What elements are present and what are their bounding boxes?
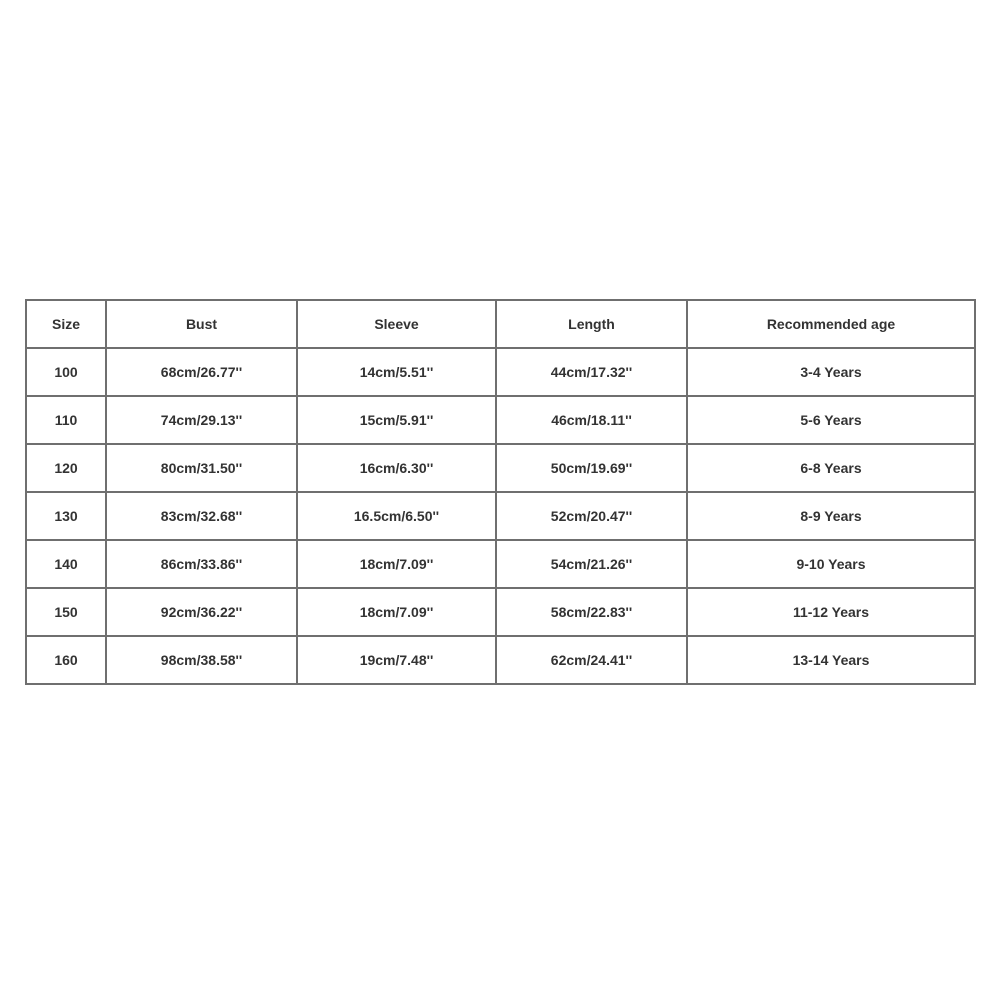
cell-length: 62cm/24.41'' — [496, 636, 687, 684]
cell-sleeve: 14cm/5.51'' — [297, 348, 496, 396]
header-bust: Bust — [106, 300, 297, 348]
table-row — [26, 540, 975, 588]
cell-size: 140 — [26, 540, 106, 588]
cell-size: 100 — [26, 348, 106, 396]
cell-bust: 86cm/33.86'' — [106, 540, 297, 588]
cell-length: 54cm/21.26'' — [496, 540, 687, 588]
cell-size: 120 — [26, 444, 106, 492]
cell-bust: 74cm/29.13'' — [106, 396, 297, 444]
header-recommended-age: Recommended age — [687, 300, 975, 348]
cell-sleeve: 16.5cm/6.50'' — [297, 492, 496, 540]
table-header-row — [26, 300, 975, 348]
cell-bust: 80cm/31.50'' — [106, 444, 297, 492]
cell-sleeve: 18cm/7.09'' — [297, 588, 496, 636]
cell-length: 52cm/20.47'' — [496, 492, 687, 540]
cell-sleeve: 16cm/6.30'' — [297, 444, 496, 492]
cell-recommended-age: 8-9 Years — [687, 492, 975, 540]
header-sleeve: Sleeve — [297, 300, 496, 348]
cell-bust: 68cm/26.77'' — [106, 348, 297, 396]
table-row — [26, 636, 975, 684]
cell-sleeve: 15cm/5.91'' — [297, 396, 496, 444]
cell-recommended-age: 6-8 Years — [687, 444, 975, 492]
header-size: Size — [26, 300, 106, 348]
cell-size: 150 — [26, 588, 106, 636]
cell-size: 130 — [26, 492, 106, 540]
table-row — [26, 396, 975, 444]
cell-bust: 92cm/36.22'' — [106, 588, 297, 636]
table-row — [26, 444, 975, 492]
cell-recommended-age: 3-4 Years — [687, 348, 975, 396]
cell-bust: 83cm/32.68'' — [106, 492, 297, 540]
cell-length: 58cm/22.83'' — [496, 588, 687, 636]
cell-length: 46cm/18.11'' — [496, 396, 687, 444]
cell-sleeve: 18cm/7.09'' — [297, 540, 496, 588]
cell-sleeve: 19cm/7.48'' — [297, 636, 496, 684]
cell-recommended-age: 5-6 Years — [687, 396, 975, 444]
cell-recommended-age: 11-12 Years — [687, 588, 975, 636]
table-row — [26, 348, 975, 396]
table-row — [26, 492, 975, 540]
cell-length: 50cm/19.69'' — [496, 444, 687, 492]
cell-bust: 98cm/38.58'' — [106, 636, 297, 684]
cell-length: 44cm/17.32'' — [496, 348, 687, 396]
cell-size: 160 — [26, 636, 106, 684]
table-row — [26, 588, 975, 636]
size-chart-table — [25, 299, 976, 685]
cell-size: 110 — [26, 396, 106, 444]
cell-recommended-age: 9-10 Years — [687, 540, 975, 588]
cell-recommended-age: 13-14 Years — [687, 636, 975, 684]
header-length: Length — [496, 300, 687, 348]
